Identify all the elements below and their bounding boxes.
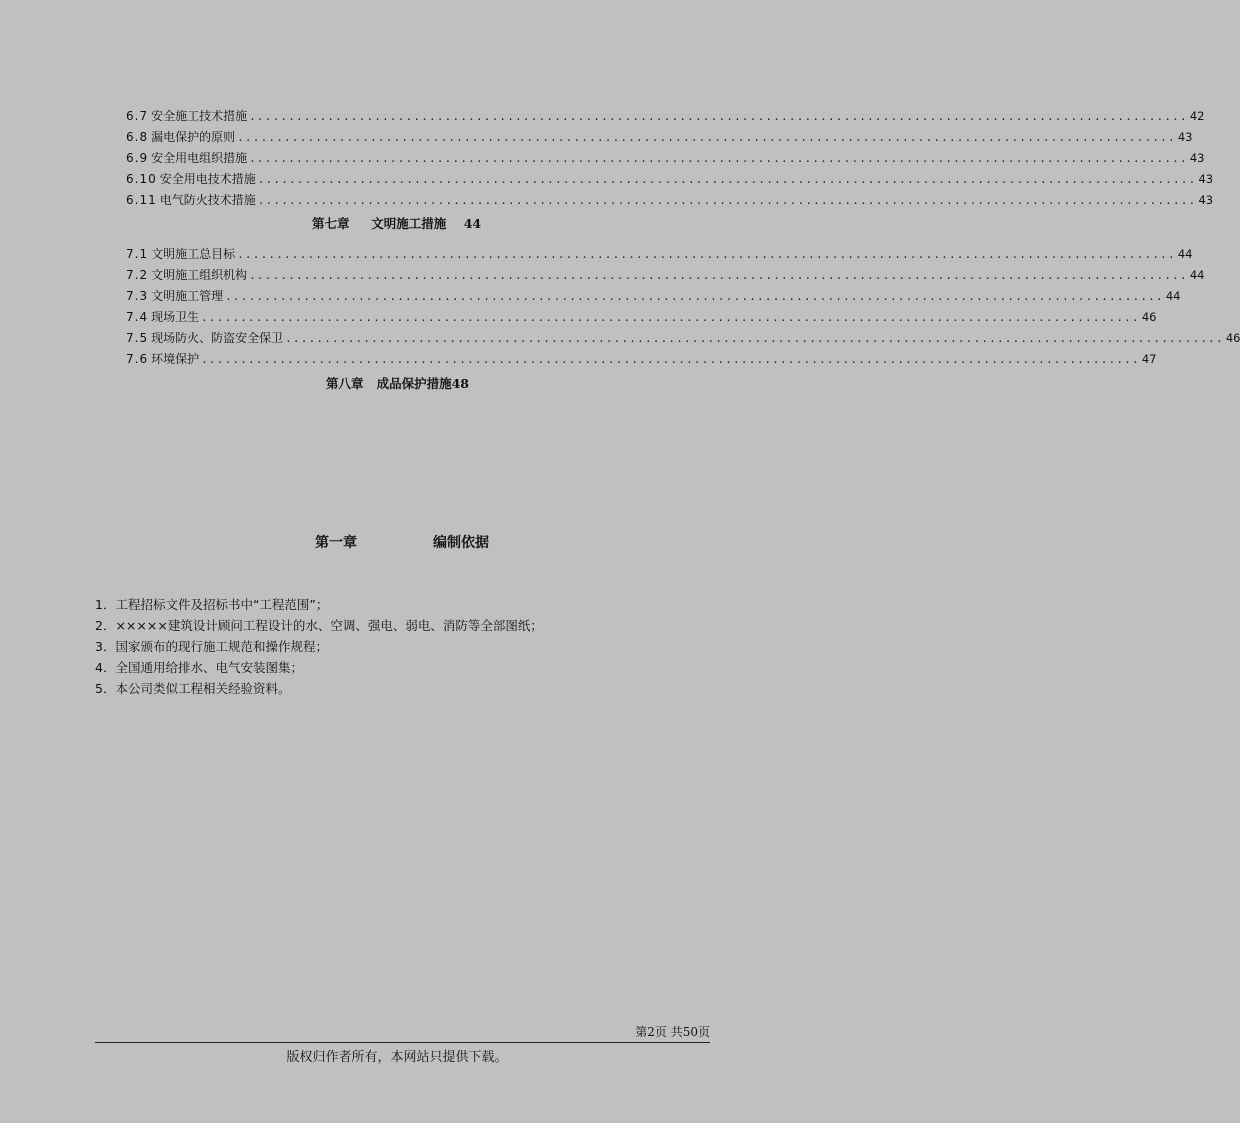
toc-entry[interactable] bbox=[126, 265, 1205, 286]
toc-entry[interactable] bbox=[126, 127, 1193, 148]
toc-entry-title: 现场防火、防盗安全保卫 bbox=[151, 331, 284, 345]
toc-entry-number: 7.3 bbox=[126, 289, 149, 303]
toc-leader-dots: ........................................................................................................................ bbox=[225, 290, 1164, 303]
toc-entry[interactable] bbox=[126, 349, 1157, 370]
chapter-page: 44 bbox=[463, 216, 482, 231]
toc-entry[interactable] bbox=[126, 244, 1193, 265]
toc-entry-page: 44 bbox=[1165, 289, 1181, 303]
basis-item: 1．工程招标文件及招标书中“工程范围”； bbox=[95, 597, 329, 612]
toc-entry[interactable] bbox=[126, 169, 1214, 190]
toc-leader-dots: ........................................................................................................................ bbox=[201, 353, 1140, 366]
toc-entry[interactable] bbox=[126, 190, 1214, 211]
toc-leader-dots: ........................................................................................................................ bbox=[257, 173, 1197, 186]
toc-entry-number: 7.1 bbox=[126, 247, 149, 261]
toc-leader-dots: ........................................................................................................................ bbox=[249, 110, 1188, 123]
toc-section-7 bbox=[126, 244, 1240, 370]
chapter-label: 第七章 bbox=[312, 216, 350, 231]
toc-entry-title: 安全用电组织措施 bbox=[151, 151, 248, 165]
toc-entry-title: 漏电保护的原则 bbox=[151, 130, 236, 144]
toc-leader-dots: ........................................................................................................................ bbox=[237, 248, 1176, 261]
toc-leader-dots: ........................................................................................................................ bbox=[285, 332, 1224, 345]
toc-entry-title: 现场卫生 bbox=[151, 310, 200, 324]
copyright-notice: 版权归作者所有，本网站只提供下载。 bbox=[286, 1050, 508, 1065]
toc-entry-title: 文明施工管理 bbox=[151, 289, 224, 303]
toc-entry[interactable] bbox=[126, 286, 1181, 307]
toc-entry-title: 安全用电技术措施 bbox=[159, 172, 256, 186]
toc-leader-dots: ........................................................................................................................ bbox=[237, 131, 1176, 144]
toc-entry[interactable] bbox=[126, 148, 1205, 169]
toc-leader-dots: ........................................................................................................................ bbox=[249, 152, 1188, 165]
toc-entry-page: 43 bbox=[1198, 172, 1214, 186]
toc-entry-title: 安全施工技术措施 bbox=[151, 109, 248, 123]
toc-entry-page: 43 bbox=[1189, 151, 1205, 165]
toc-entry-number: 7.4 bbox=[126, 310, 149, 324]
footer-divider bbox=[95, 1042, 710, 1043]
toc-entry-number: 7.5 bbox=[126, 331, 149, 345]
toc-leader-dots: ........................................................................................................................ bbox=[249, 269, 1188, 282]
toc-entry-number: 6.7 bbox=[126, 109, 149, 123]
toc-entry-page: 43 bbox=[1198, 193, 1214, 207]
page-number: 第2页 共50页 bbox=[635, 1025, 710, 1039]
toc-entry-title: 文明施工总目标 bbox=[151, 247, 236, 261]
toc-chapter-8[interactable] bbox=[326, 374, 469, 392]
chapter-title: 文明施工措施 bbox=[371, 216, 447, 231]
toc-entry-page: 44 bbox=[1189, 268, 1205, 282]
toc-leader-dots: ........................................................................................................................ bbox=[257, 194, 1197, 207]
toc-leader-dots: ........................................................................................................................ bbox=[201, 311, 1140, 324]
chapter-1-label: 第一章 bbox=[315, 535, 357, 551]
toc-entry-page: 43 bbox=[1177, 130, 1193, 144]
toc-entry-title: 环境保护 bbox=[151, 352, 200, 366]
toc-entry-page: 47 bbox=[1141, 352, 1157, 366]
basis-item: 3．国家颁布的现行施工规范和操作规程； bbox=[95, 639, 328, 654]
toc-entry-title: 电气防火技术措施 bbox=[159, 193, 256, 207]
toc-entry-page: 42 bbox=[1189, 109, 1205, 123]
toc-chapter-7[interactable] bbox=[312, 214, 481, 232]
basis-item: 2．×××××建筑设计顾问工程设计的水、空调、强电、弱电、消防等全部图纸； bbox=[95, 618, 543, 633]
basis-item: 4．全国通用给排水、电气安装图集； bbox=[95, 660, 303, 675]
toc-entry-number: 6.9 bbox=[126, 151, 149, 165]
toc-entry[interactable] bbox=[126, 106, 1205, 127]
chapter-1-title: 编制依据 bbox=[433, 535, 489, 551]
chapter-page: 48 bbox=[451, 376, 469, 391]
toc-section-6 bbox=[126, 106, 1214, 211]
toc-entry-page: 44 bbox=[1177, 247, 1193, 261]
toc-entry-number: 7.2 bbox=[126, 268, 149, 282]
toc-entry[interactable] bbox=[126, 328, 1240, 349]
toc-entry-page: 46 bbox=[1225, 331, 1240, 345]
basis-item: 5．本公司类似工程相关经验资料。 bbox=[95, 681, 291, 696]
toc-entry[interactable] bbox=[126, 307, 1157, 328]
basis-list bbox=[95, 594, 543, 699]
toc-entry-number: 7.6 bbox=[126, 352, 149, 366]
toc-entry-title: 文明施工组织机构 bbox=[151, 268, 248, 282]
toc-entry-number: 6.8 bbox=[126, 130, 149, 144]
chapter-title: 成品保护措施 bbox=[376, 376, 452, 391]
toc-entry-page: 46 bbox=[1141, 310, 1157, 324]
chapter-label: 第八章 bbox=[326, 376, 364, 391]
toc-entry-number: 6.11 bbox=[126, 193, 157, 207]
toc-entry-number: 6.10 bbox=[126, 172, 157, 186]
